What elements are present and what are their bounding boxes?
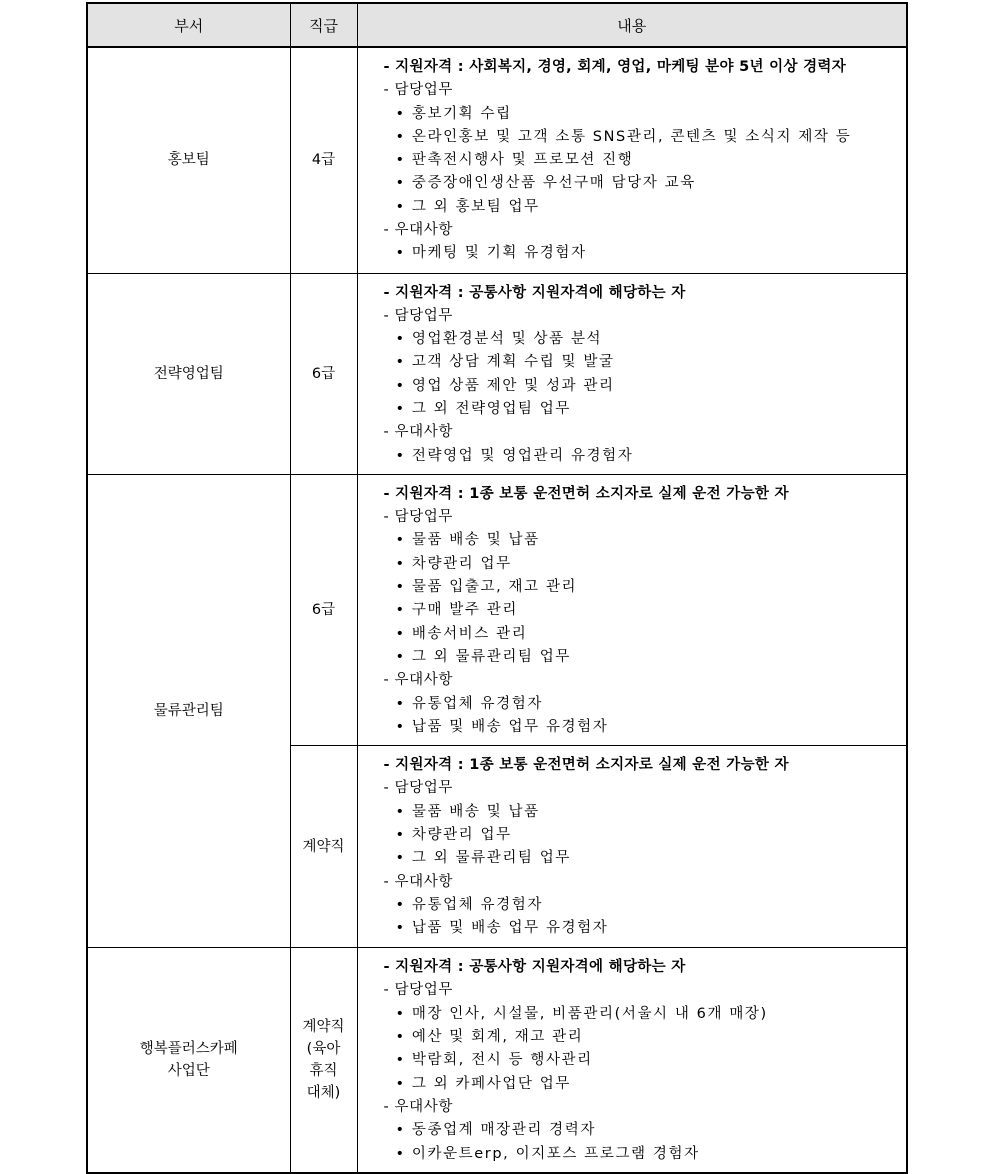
- grade-line: 휴직: [309, 1062, 338, 1079]
- preference-item: • 유통업체 유경험자: [395, 896, 543, 913]
- preference-item: • 마케팅 및 기획 유경험자: [395, 245, 587, 262]
- grade-cell: 6급: [290, 474, 357, 745]
- duty-item: • 그 외 홍보팀 업무: [395, 198, 540, 215]
- duty-item: • 물품 배송 및 납품: [395, 803, 540, 820]
- preference-item: • 이카운트erp, 이지포스 프로그램 경험자: [395, 1145, 700, 1162]
- content-cell: [357, 47, 907, 273]
- grade-cell: [290, 948, 357, 1173]
- grade-cell: 6급: [290, 273, 357, 474]
- duty-item: • 영업환경분석 및 상품 분석: [395, 331, 603, 348]
- dept-cell: 홍보팀: [87, 47, 290, 273]
- preference-label: - 우대사항: [383, 1098, 453, 1115]
- dept-name-line: 사업단: [167, 1062, 210, 1079]
- duty-item: • 차량관리 업무: [395, 555, 512, 572]
- grade-line: (육아: [306, 1040, 341, 1057]
- duty-item: • 차량관리 업무: [395, 827, 512, 844]
- duties-label: - 담당업무: [383, 780, 453, 797]
- duty-item: • 온라인홍보 및 고객 소통 SNS관리, 콘텐츠 및 소식지 제작 등: [395, 128, 852, 145]
- header-content: 내용: [357, 3, 907, 47]
- table-row: [87, 948, 907, 1173]
- preference-item: • 납품 및 배송 업무 유경험자: [395, 920, 609, 937]
- grade-line: 계약직: [302, 1018, 345, 1035]
- duty-item: • 중증장애인생산품 우선구매 담당자 교육: [395, 175, 696, 192]
- preference-label: - 우대사항: [383, 672, 453, 689]
- preference-item: • 동종업계 매장관리 경력자: [395, 1122, 596, 1139]
- duties-label: - 담당업무: [383, 509, 453, 526]
- table-row: [87, 474, 907, 745]
- content-cell: [357, 273, 907, 474]
- table-header-row: [87, 3, 907, 47]
- duties-label: - 담당업무: [383, 982, 453, 999]
- duties-label: - 담당업무: [383, 82, 453, 99]
- grade-line: 대체): [306, 1084, 341, 1101]
- content-cell: [357, 746, 907, 948]
- content-cell: [357, 948, 907, 1173]
- preference-item: • 납품 및 배송 업무 유경험자: [395, 718, 609, 735]
- qualification-text: - 지원자격 : 1종 보통 운전면허 소지자로 실제 운전 가능한 자: [383, 757, 789, 774]
- duty-item: • 그 외 물류관리팀 업무: [395, 850, 571, 867]
- dept-name-line: 행복플러스카페: [139, 1040, 238, 1057]
- qualification-text: - 지원자격 : 공통사항 지원자격에 해당하는 자: [383, 959, 686, 976]
- content-cell: [357, 474, 907, 745]
- duty-item: • 구매 발주 관리: [395, 602, 518, 619]
- duty-item: • 그 외 물류관리팀 업무: [395, 648, 571, 665]
- preference-label: - 우대사항: [383, 873, 453, 890]
- dept-cell: 전략영업팀: [87, 273, 290, 474]
- duty-item: • 고객 상담 계획 수립 및 발굴: [395, 354, 615, 371]
- duty-item: • 물품 입출고, 재고 관리: [395, 579, 578, 596]
- duty-item: • 매장 인사, 시설물, 비품관리(서울시 내 6개 매장): [395, 1005, 768, 1022]
- grade-cell: 계약직: [290, 746, 357, 948]
- preference-label: - 우대사항: [383, 424, 453, 441]
- qualification-text: - 지원자격 : 공통사항 지원자격에 해당하는 자: [383, 284, 686, 301]
- header-dept: 부서: [87, 3, 290, 47]
- dept-cell: [87, 948, 290, 1173]
- duty-item: • 배송서비스 관리: [395, 625, 528, 642]
- duty-item: • 예산 및 회계, 재고 관리: [395, 1029, 584, 1046]
- duty-item: • 물품 배송 및 납품: [395, 532, 540, 549]
- duty-item: • 홍보기획 수립: [395, 105, 512, 122]
- preference-item: • 유통업체 유경험자: [395, 695, 543, 712]
- grade-cell: 4급: [290, 47, 357, 273]
- duty-item: • 판촉전시행사 및 프로모션 진행: [395, 152, 634, 169]
- table-row: [87, 47, 907, 273]
- duties-label: - 담당업무: [383, 307, 453, 324]
- dept-cell: 물류관리팀: [87, 474, 290, 947]
- recruitment-table: [86, 2, 908, 1174]
- preference-label: - 우대사항: [383, 222, 453, 239]
- duty-item: • 그 외 전략영업팀 업무: [395, 400, 571, 417]
- duty-item: • 박람회, 전시 등 행사관리: [395, 1052, 593, 1069]
- qualification-text: - 지원자격 : 사회복지, 경영, 회계, 영업, 마케팅 분야 5년 이상 경력자: [383, 59, 847, 75]
- table-row: [87, 273, 907, 474]
- duty-item: • 그 외 카페사업단 업무: [395, 1075, 571, 1092]
- duty-item: • 영업 상품 제안 및 성과 관리: [395, 377, 615, 394]
- header-grade: 직급: [290, 3, 357, 47]
- preference-item: • 전략영업 및 영업관리 유경험자: [395, 447, 634, 464]
- qualification-text: - 지원자격 : 1종 보통 운전면허 소지자로 실제 운전 가능한 자: [383, 485, 789, 502]
